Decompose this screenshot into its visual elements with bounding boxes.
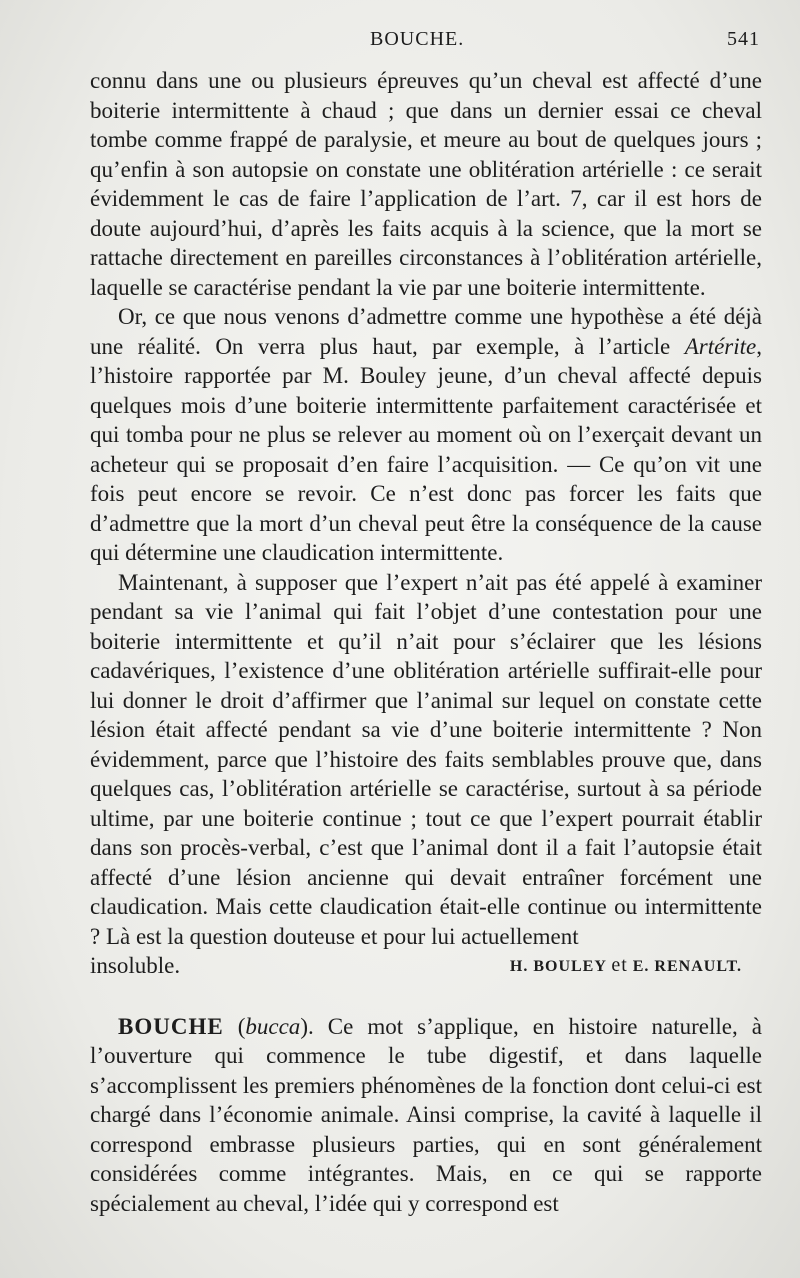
running-head [90,28,760,58]
signature-line [90,951,762,982]
paragraph-text: Maintenant, à supposer que l’expert n’ait pas été appelé à examiner pendant sa vie l’animal qui fait l’objet d’une contestation pour une boiterie intermittente et qu’il n’ait pour s’éclairer que les lésions cadavériques, l’existence d’une oblitération artérielle suffirait-elle pour lui donner le droit d’affirmer que l’animal sur lequel on constate cette lésion était affecté pendant sa vie d’une boiterie intermittente ? Non évidemment, parce que l’histoire des faits semblables prouve que, dans quelques cas, l’oblitération artérielle se caractérise, surtout à sa période ultime, par une boiterie continue ; tout ce que l’expert pourrait établir dans son procès-verbal, c’est que l’animal dont il a fait l’autopsie était affecté d’une lésion ancienne qui devait entraîner forcément une claudication. Mais cette claudication était-elle continue ou intermittente ? Là est la question douteuse et pour lui actuellement [90,569,762,949]
paragraph-arterite [90,302,762,568]
paragraph-end: insoluble. [90,953,181,978]
entry-headword: BOUCHE [118,1013,224,1039]
page-number: 541 [727,28,760,50]
dictionary-entry-bouche [90,1012,762,1219]
author-conjunction: et [611,954,628,976]
paragraph-text: Or, ce que nous venons d’admettre comme une hypothèse a été déjà une réalité. On verra plus haut, par exemple, à l’article [90,304,762,359]
entry-latin-term: bucca [245,1013,301,1039]
article-reference: Artérite [684,333,757,359]
paragraph-expert [90,568,762,952]
running-title: BOUCHE. [370,28,465,50]
author-name: E. RENAULT. [632,958,742,975]
entry-paren: ( [223,1013,246,1039]
paragraph-text: , l’histoire rapportée par M. Bouley jeune, d’un cheval affecté depuis quelques mois d’une boiterie intermittente parfaitement caractérisée et qui tomba pour ne plus se relever au moment où on l’exerçait devant un acheteur qui se proposait d’en faire l’acquisition. — Ce qu’on vit une fois peut encore se revoir. Ce n’est donc pas forcer les faits que d’admettre que la mort d’un cheval peut être la conséquence de la cause qui détermine une claudication intermittente. [90,333,762,565]
author-name: H. BOULEY [509,958,607,975]
entry-paren: ). [300,1013,328,1039]
entry-text: Ce mot s’applique, en histoire naturelle, à l’ouverture qui commence le tube digestif, et dans laquelle s’accomplissent les premiers phénomènes de la fonction dont celui-ci est chargé dans l’économie animale. Ainsi comprise, la cavité à laquelle il correspond embrasse plusieurs parties, qui en sont généralement considérées comme intégrantes. Mais, en ce qui se rapporte spécialement au cheval, l’idée qui y correspond est [90,1013,762,1216]
body-text [90,66,762,1218]
paragraph-continued: connu dans une ou plusieurs épreuves qu’un cheval est affecté d’une boiterie intermittente à chaud ; que dans un dernier essai ce cheval tombe comme frappé de paralysie, et meure au bout de quelques jours ; qu’enfin à son autopsie on constate une oblitération artérielle : ce serait évidemment le cas de faire l’application de l’art. 7, car il est hors de doute aujourd’hui, d’après les faits acquis à la science, que la mort se rattache directement en pareilles circonstances à l’oblitération artérielle, laquelle se caractérise pendant la vie par une boiterie intermittente. [90,68,762,300]
author-signature [510,951,762,982]
